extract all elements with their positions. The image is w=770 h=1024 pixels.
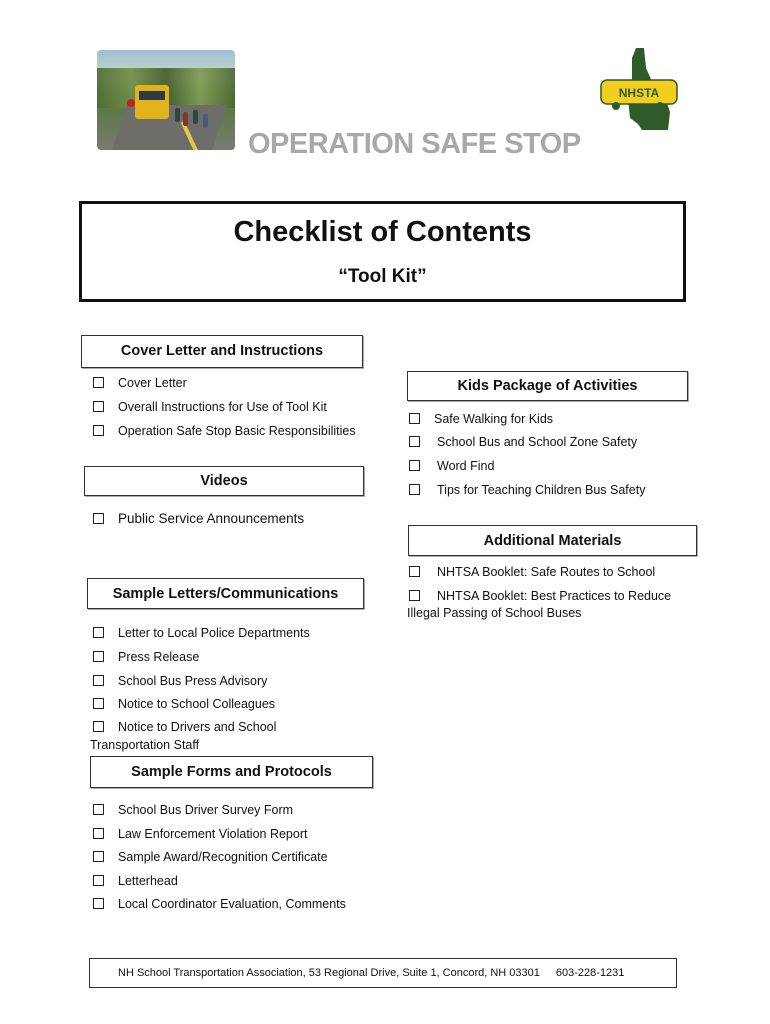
checklist-item: Cover Letter (93, 376, 187, 391)
checkbox-icon[interactable] (409, 484, 420, 495)
checklist-item: Safe Walking for Kids (409, 412, 553, 427)
checklist-item: School Bus and School Zone Safety (409, 435, 637, 450)
checkbox-icon[interactable] (409, 436, 420, 447)
checklist-item: NHTSA Booklet: Best Practices to Reduce (409, 589, 671, 604)
checkbox-icon[interactable] (409, 413, 420, 424)
checkbox-icon[interactable] (93, 401, 104, 412)
checklist-item: Public Service Announcements (93, 511, 304, 526)
section-videos: Videos (84, 466, 364, 496)
checklist-title: Checklist of Contents (233, 216, 532, 248)
checkbox-icon[interactable] (93, 721, 104, 732)
section-kids-package: Kids Package of Activities (407, 371, 688, 401)
checkbox-icon[interactable] (93, 627, 104, 638)
checkbox-icon[interactable] (409, 590, 420, 601)
checklist-item: Overall Instructions for Use of Tool Kit (93, 400, 327, 415)
checkbox-icon[interactable] (93, 875, 104, 886)
checklist-subtitle: “Tool Kit” (338, 266, 427, 287)
checklist-item: Notice to Drivers and School (93, 720, 276, 735)
checklist-item: School Bus Press Advisory (93, 674, 267, 689)
section-sample-forms: Sample Forms and Protocols (90, 756, 373, 788)
checkbox-icon[interactable] (93, 651, 104, 662)
section-additional-materials: Additional Materials (408, 525, 697, 556)
checklist-item: School Bus Driver Survey Form (93, 803, 293, 818)
checkbox-icon[interactable] (93, 851, 104, 862)
checklist-item-continuation: Illegal Passing of School Buses (407, 606, 582, 620)
checklist-item: Law Enforcement Violation Report (93, 827, 307, 842)
checklist-item: NHTSA Booklet: Safe Routes to School (409, 565, 655, 580)
checkbox-icon[interactable] (93, 828, 104, 839)
checklist-item: Sample Award/Recognition Certificate (93, 850, 328, 865)
checklist-item: Tips for Teaching Children Bus Safety (409, 483, 645, 498)
logo-text: NHSTA (618, 86, 660, 100)
nhsta-logo (598, 46, 684, 132)
title-box (79, 201, 686, 302)
section-cover-letter: Cover Letter and Instructions (81, 335, 363, 368)
footer-phone: 603-228-1231 (555, 967, 625, 979)
checklist-item: Letterhead (93, 874, 178, 889)
section-sample-letters: Sample Letters/Communications (87, 578, 364, 609)
checklist-item: Press Release (93, 650, 199, 665)
checkbox-icon[interactable] (409, 566, 420, 577)
checklist-item: Notice to School Colleagues (93, 697, 275, 712)
checkbox-icon[interactable] (93, 898, 104, 909)
footer-address: NH School Transportation Association, 53 Regional Drive, Suite 1, Concord, NH 03301 (118, 967, 540, 979)
page-title: OPERATION SAFE STOP (248, 128, 581, 160)
checkbox-icon[interactable] (93, 513, 104, 524)
checkbox-icon[interactable] (93, 425, 104, 436)
checklist-item: Word Find (409, 459, 494, 474)
checklist-item: Operation Safe Stop Basic Responsibilities (93, 424, 356, 439)
checklist-item: Local Coordinator Evaluation, Comments (93, 897, 346, 912)
checkbox-icon[interactable] (93, 698, 104, 709)
checkbox-icon[interactable] (93, 675, 104, 686)
checklist-item-continuation: Transportation Staff (90, 738, 200, 752)
school-bus-photo (97, 50, 235, 150)
footer-address-box (89, 958, 677, 988)
checkbox-icon[interactable] (93, 804, 104, 815)
checklist-item: Letter to Local Police Departments (93, 626, 310, 641)
checkbox-icon[interactable] (409, 460, 420, 471)
checkbox-icon[interactable] (93, 377, 104, 388)
